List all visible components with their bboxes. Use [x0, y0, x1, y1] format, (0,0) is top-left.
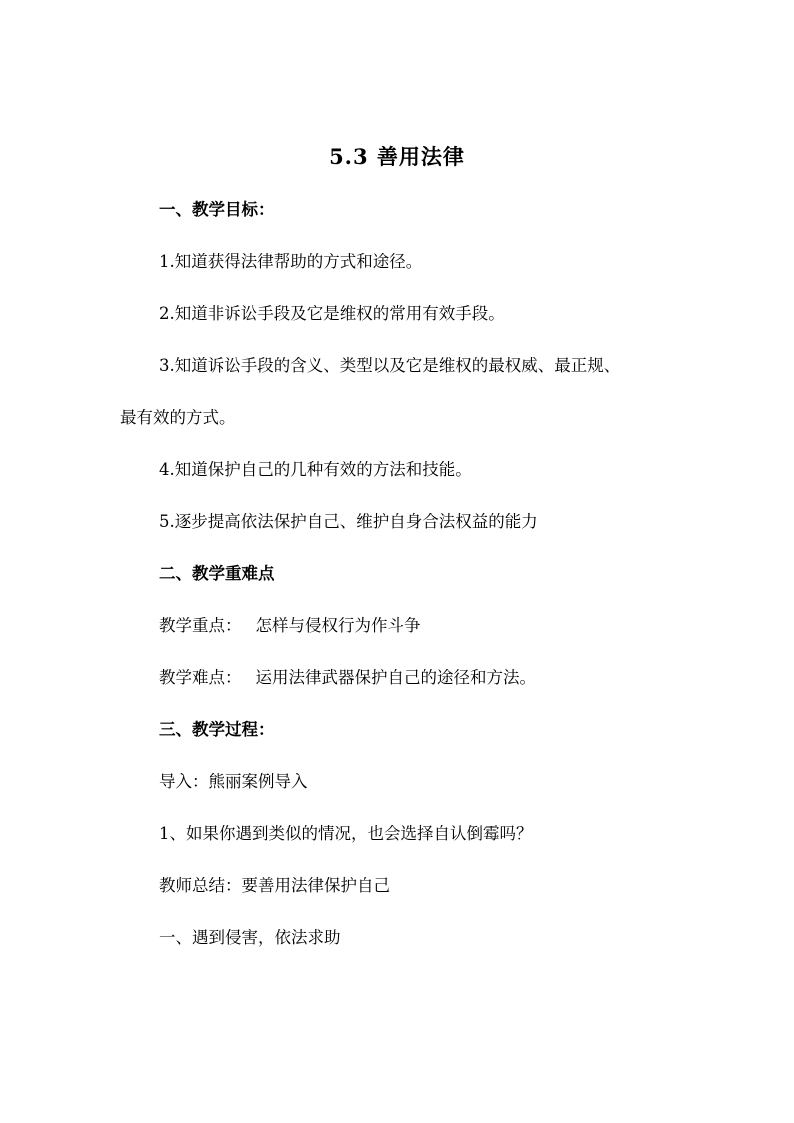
difficult-point-text: 运用法律武器保护自己的途径和方法。 [255, 668, 536, 687]
process-subheading-1: 一、遇到侵害，依法求助 [159, 928, 341, 947]
key-point-text: 怎样与侵权行为作斗争 [255, 616, 421, 635]
teacher-summary: 教师总结：要善用法律保护自己 [159, 876, 390, 895]
key-point-label: 教学重点： [159, 616, 242, 635]
objective-item-1: 1.知道获得法律帮助的方式和途径。 [159, 252, 423, 271]
difficult-point-label: 教学难点： [159, 668, 242, 687]
objective-item-2: 2.知道非诉讼手段及它是维权的常用有效手段。 [159, 304, 505, 323]
objective-item-5: 5.逐步提高依法保护自己、维护自身合法权益的能力 [159, 512, 538, 531]
keypoints-heading: 二、教学重难点 [159, 564, 275, 583]
objectives-heading: 一、教学目标： [159, 200, 275, 219]
key-point-line [159, 614, 421, 638]
process-question-1: 1、如果你遇到类似的情况，也会选择自认倒霉吗？ [159, 824, 533, 843]
objective-item-3: 3.知道诉讼手段的含义、类型以及它是维权的最权威、最正规、 [159, 356, 621, 375]
objective-item-3-continued: 最有效的方式。 [120, 408, 236, 427]
document-title: 5.3 善用法律 [329, 144, 465, 169]
difficult-point-line [159, 666, 536, 690]
process-heading: 三、教学过程： [159, 720, 275, 739]
objective-item-4: 4.知道保护自己的几种有效的方法和技能。 [159, 460, 472, 479]
process-intro: 导入：熊丽案例导入 [159, 772, 308, 791]
